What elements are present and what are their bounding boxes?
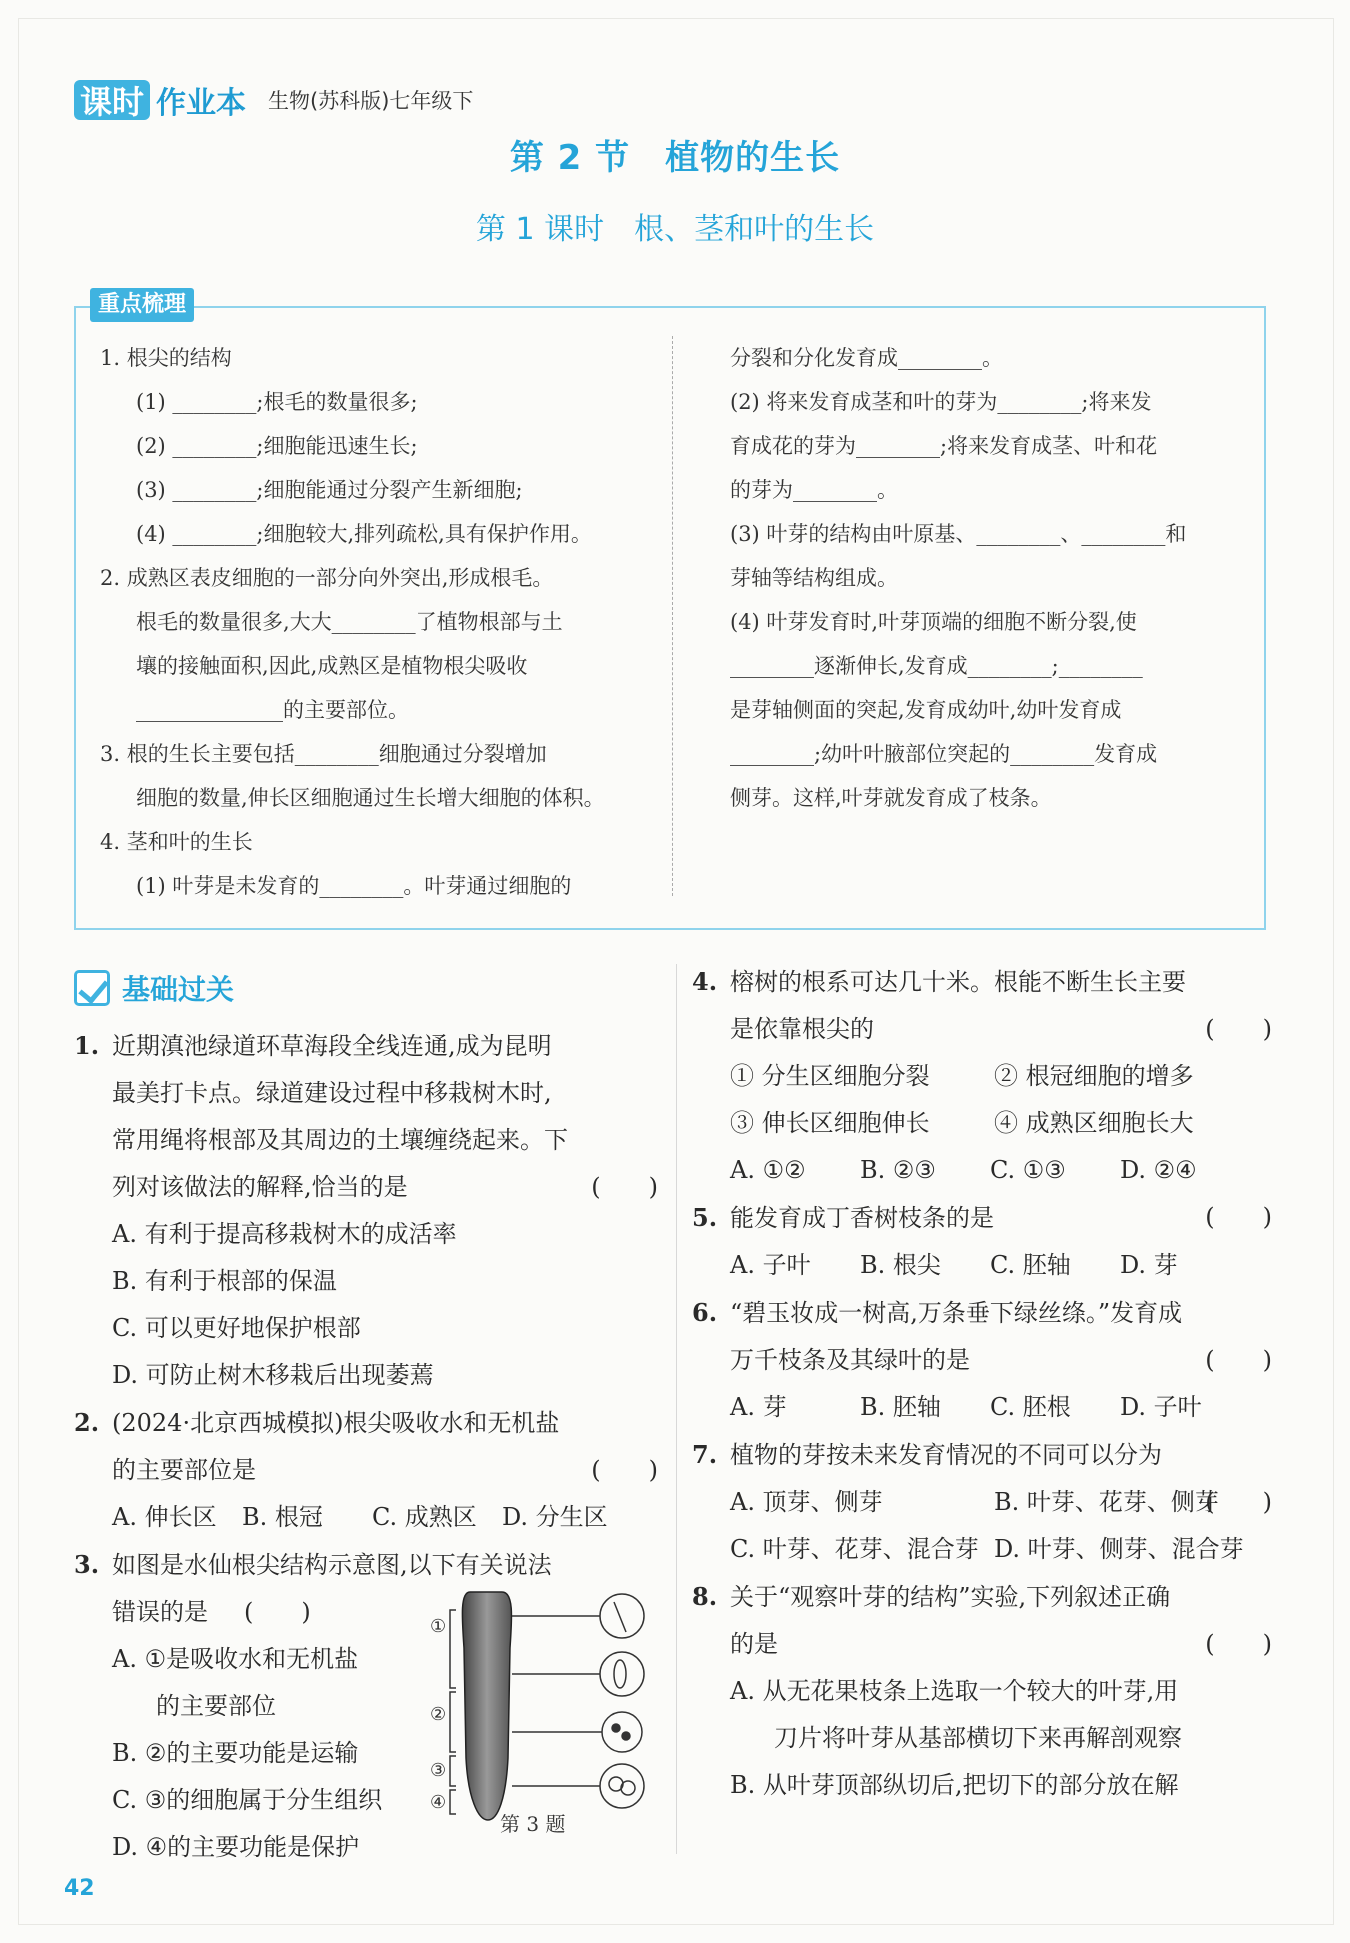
kp-line: (1) 叶芽是未发育的________。叶芽通过细胞的 xyxy=(136,874,572,898)
option: B. ②的主要功能是运输 xyxy=(112,1739,359,1767)
kp-line: 的芽为________。 xyxy=(730,478,898,502)
section-title: 第 2 节 植物的生长 xyxy=(509,138,841,178)
option: D. 芽 xyxy=(1120,1251,1178,1279)
lesson-title: 第 1 课时 根、茎和叶的生长 xyxy=(475,212,875,247)
marker-4: ④ xyxy=(430,1792,447,1813)
book-logo: 课时 xyxy=(74,80,150,120)
answer-paren: ( ) xyxy=(1205,1015,1272,1043)
key-points-divider xyxy=(672,336,673,896)
kp-line: ______________的主要部位。 xyxy=(136,698,409,722)
option: A. 顶芽、侧芽 xyxy=(730,1488,883,1516)
checkbox-icon xyxy=(74,970,110,1006)
question-3: 3. 如图是水仙根尖结构示意图,以下有关说法 xyxy=(74,1550,552,1579)
option: C. 胚轴 xyxy=(990,1251,1071,1279)
question-line: 列对该做法的解释,恰当的是 ( ) xyxy=(74,1164,658,1211)
options-row xyxy=(692,1242,1272,1289)
answer-paren: ( ) xyxy=(1205,1488,1272,1516)
question-7: 7. 植物的芽按未来发育情况的不同可以分为 xyxy=(692,1440,1162,1469)
options-row xyxy=(692,1479,1272,1526)
question-5: 5. 能发育成丁香树枝条的是 ( ) xyxy=(692,1194,1272,1242)
kp-line: ________;幼叶叶腋部位突起的________发育成 xyxy=(730,742,1158,766)
option: C. ①③ xyxy=(990,1156,1066,1184)
kp-line: 壤的接触面积,因此,成熟区是植物根尖吸收 xyxy=(136,654,528,678)
kp-line: 是芽轴侧面的突起,发育成幼叶,幼叶发育成 xyxy=(730,698,1122,722)
marker-2: ② xyxy=(430,1704,447,1725)
kp-line: ________逐渐伸长,发育成________;________ xyxy=(730,654,1143,678)
figure-caption: 第 3 题 xyxy=(500,1812,566,1836)
options-row xyxy=(692,1384,1272,1431)
answer-paren: ( ) xyxy=(591,1173,658,1201)
kp-line: 1. 根尖的结构 xyxy=(100,346,232,370)
zone-brackets xyxy=(450,1610,456,1814)
option: B. 胚轴 xyxy=(860,1393,941,1421)
answer-paren: ( ) xyxy=(1205,1203,1272,1231)
kp-line: 根毛的数量很多,大大________了植物根部与土 xyxy=(136,610,563,634)
kp-line: 芽轴等结构组成。 xyxy=(730,566,898,590)
kp-line: 2. 成熟区表皮细胞的一部分向外突出,形成根毛。 xyxy=(100,566,554,590)
answer-paren: ( ) xyxy=(1205,1630,1272,1658)
option: B. 叶芽、花芽、侧芽 xyxy=(994,1488,1219,1516)
question-line: 万千枝条及其绿叶的是 ( ) xyxy=(692,1337,1272,1384)
option: D. ④的主要功能是保护 xyxy=(112,1833,360,1861)
basic-section-header xyxy=(74,968,234,1008)
kp-line: 3. 根的生长主要包括________细胞通过分裂增加 xyxy=(100,742,547,766)
question-line: 的主要部位是 ( ) xyxy=(74,1447,658,1494)
question-line: 的是 ( ) xyxy=(692,1621,1272,1668)
option: 的主要部位 xyxy=(156,1692,276,1720)
option: A. 伸长区 xyxy=(112,1503,217,1531)
key-points-tag: 重点梳理 xyxy=(90,288,194,322)
kp-line: (3) ________;细胞能通过分裂产生新细胞; xyxy=(136,478,523,502)
marker-3: ③ xyxy=(430,1760,447,1781)
kp-line: 细胞的数量,伸长区细胞通过生长增大细胞的体积。 xyxy=(136,786,605,810)
option: A. 子叶 xyxy=(730,1251,811,1279)
option: A. ①② xyxy=(730,1156,806,1184)
cell-detail-circles xyxy=(512,1594,644,1808)
option: C. 胚根 xyxy=(990,1393,1071,1421)
options-row xyxy=(74,1494,658,1541)
option: A. 芽 xyxy=(730,1393,787,1421)
answer-paren: ( ) xyxy=(591,1456,658,1484)
kp-line: (2) ________;细胞能迅速生长; xyxy=(136,434,418,458)
option: B. 根冠 xyxy=(242,1503,323,1531)
page-number: 42 xyxy=(64,1876,95,1901)
kp-line: 侧芽。这样,叶芽就发育成了枝条。 xyxy=(730,786,1052,810)
answer-paren: ( ) xyxy=(244,1598,311,1626)
option: C. 成熟区 xyxy=(372,1503,477,1531)
option: C. ③的细胞属于分生组织 xyxy=(112,1786,383,1814)
question-line: 常用绳将根部及其周边的土壤缠绕起来。下 xyxy=(112,1126,568,1154)
option: B. 有利于根部的保温 xyxy=(112,1267,337,1295)
option: D. 叶芽、侧芽、混合芽 xyxy=(994,1535,1244,1563)
question-line: 错误的是 ( ) xyxy=(112,1598,311,1626)
key-points-left xyxy=(100,336,652,908)
question-line: 是依靠根尖的 ( ) xyxy=(692,1006,1272,1053)
option: C. 可以更好地保护根部 xyxy=(112,1314,361,1342)
question-line: 最美打卡点。绿道建设过程中移栽树木时, xyxy=(112,1079,552,1107)
option: B. ②③ xyxy=(860,1156,936,1184)
kp-line: 育成花的芽为________;将来发育成茎、叶和花 xyxy=(730,434,1158,458)
book-header xyxy=(74,78,473,122)
kp-line: (3) 叶芽的结构由叶原基、________、________和 xyxy=(730,522,1187,546)
root-tip-body xyxy=(462,1592,511,1820)
kp-line: 分裂和分化发育成________。 xyxy=(730,346,1003,370)
kp-line: (4) 叶芽发育时,叶芽顶端的细胞不断分裂,使 xyxy=(730,610,1137,634)
option: A. 有利于提高移栽树木的成活率 xyxy=(112,1220,457,1248)
basic-section-title: 基础过关 xyxy=(122,973,235,1006)
kp-line: (1) ________;根毛的数量很多; xyxy=(136,390,418,414)
book-brand: 作业本 xyxy=(156,86,247,121)
option: D. 子叶 xyxy=(1120,1393,1202,1421)
option: B. 从叶芽顶部纵切后,把切下的部分放在解 xyxy=(730,1771,1179,1799)
question-8: 8. 关于“观察叶芽的结构”实验,下列叙述正确 xyxy=(692,1582,1171,1611)
option: D. 分生区 xyxy=(502,1503,608,1531)
kp-line: (2) 将来发育成茎和叶的芽为________;将来发 xyxy=(730,390,1152,414)
column-divider xyxy=(676,964,677,1854)
root-tip-figure xyxy=(430,1588,655,1828)
option: D. ②④ xyxy=(1120,1156,1197,1184)
sub-row: ① 分生区细胞分裂 ② 根冠细胞的增多 xyxy=(730,1062,1194,1090)
question-4: 4. 榕树的根系可达几十米。根能不断生长主要 xyxy=(692,967,1186,996)
question-1: 1. 近期滇池绿道环草海段全线连通,成为昆明 xyxy=(74,1031,552,1060)
option: A. ①是吸收水和无机盐 xyxy=(112,1645,359,1673)
key-points-right xyxy=(730,336,1250,820)
option: A. 从无花果枝条上选取一个较大的叶芽,用 xyxy=(730,1677,1179,1705)
kp-line: (4) ________;细胞较大,排列疏松,具有保护作用。 xyxy=(136,522,592,546)
questions-right xyxy=(692,958,1272,1809)
answer-paren: ( ) xyxy=(1205,1346,1272,1374)
question-6: 6. “碧玉妆成一树高,万条垂下绿丝绦。”发育成 xyxy=(692,1298,1183,1327)
option: D. 可防止树木移栽后出现萎蔫 xyxy=(112,1361,434,1389)
options-row xyxy=(692,1526,1272,1573)
option: B. 根尖 xyxy=(860,1251,941,1279)
marker-1: ① xyxy=(430,1616,447,1637)
question-2: 2. (2024·北京西城模拟)根尖吸收水和无机盐 xyxy=(74,1408,560,1437)
book-subject: 生物(苏科版)七年级下 xyxy=(268,89,474,113)
option: C. 叶芽、花芽、混合芽 xyxy=(730,1535,979,1563)
options-row xyxy=(692,1147,1272,1194)
option: 刀片将叶芽从基部横切下来再解剖观察 xyxy=(774,1724,1182,1752)
sub-row: ③ 伸长区细胞伸长 ④ 成熟区细胞长大 xyxy=(730,1109,1194,1137)
kp-line: 4. 茎和叶的生长 xyxy=(100,830,253,854)
